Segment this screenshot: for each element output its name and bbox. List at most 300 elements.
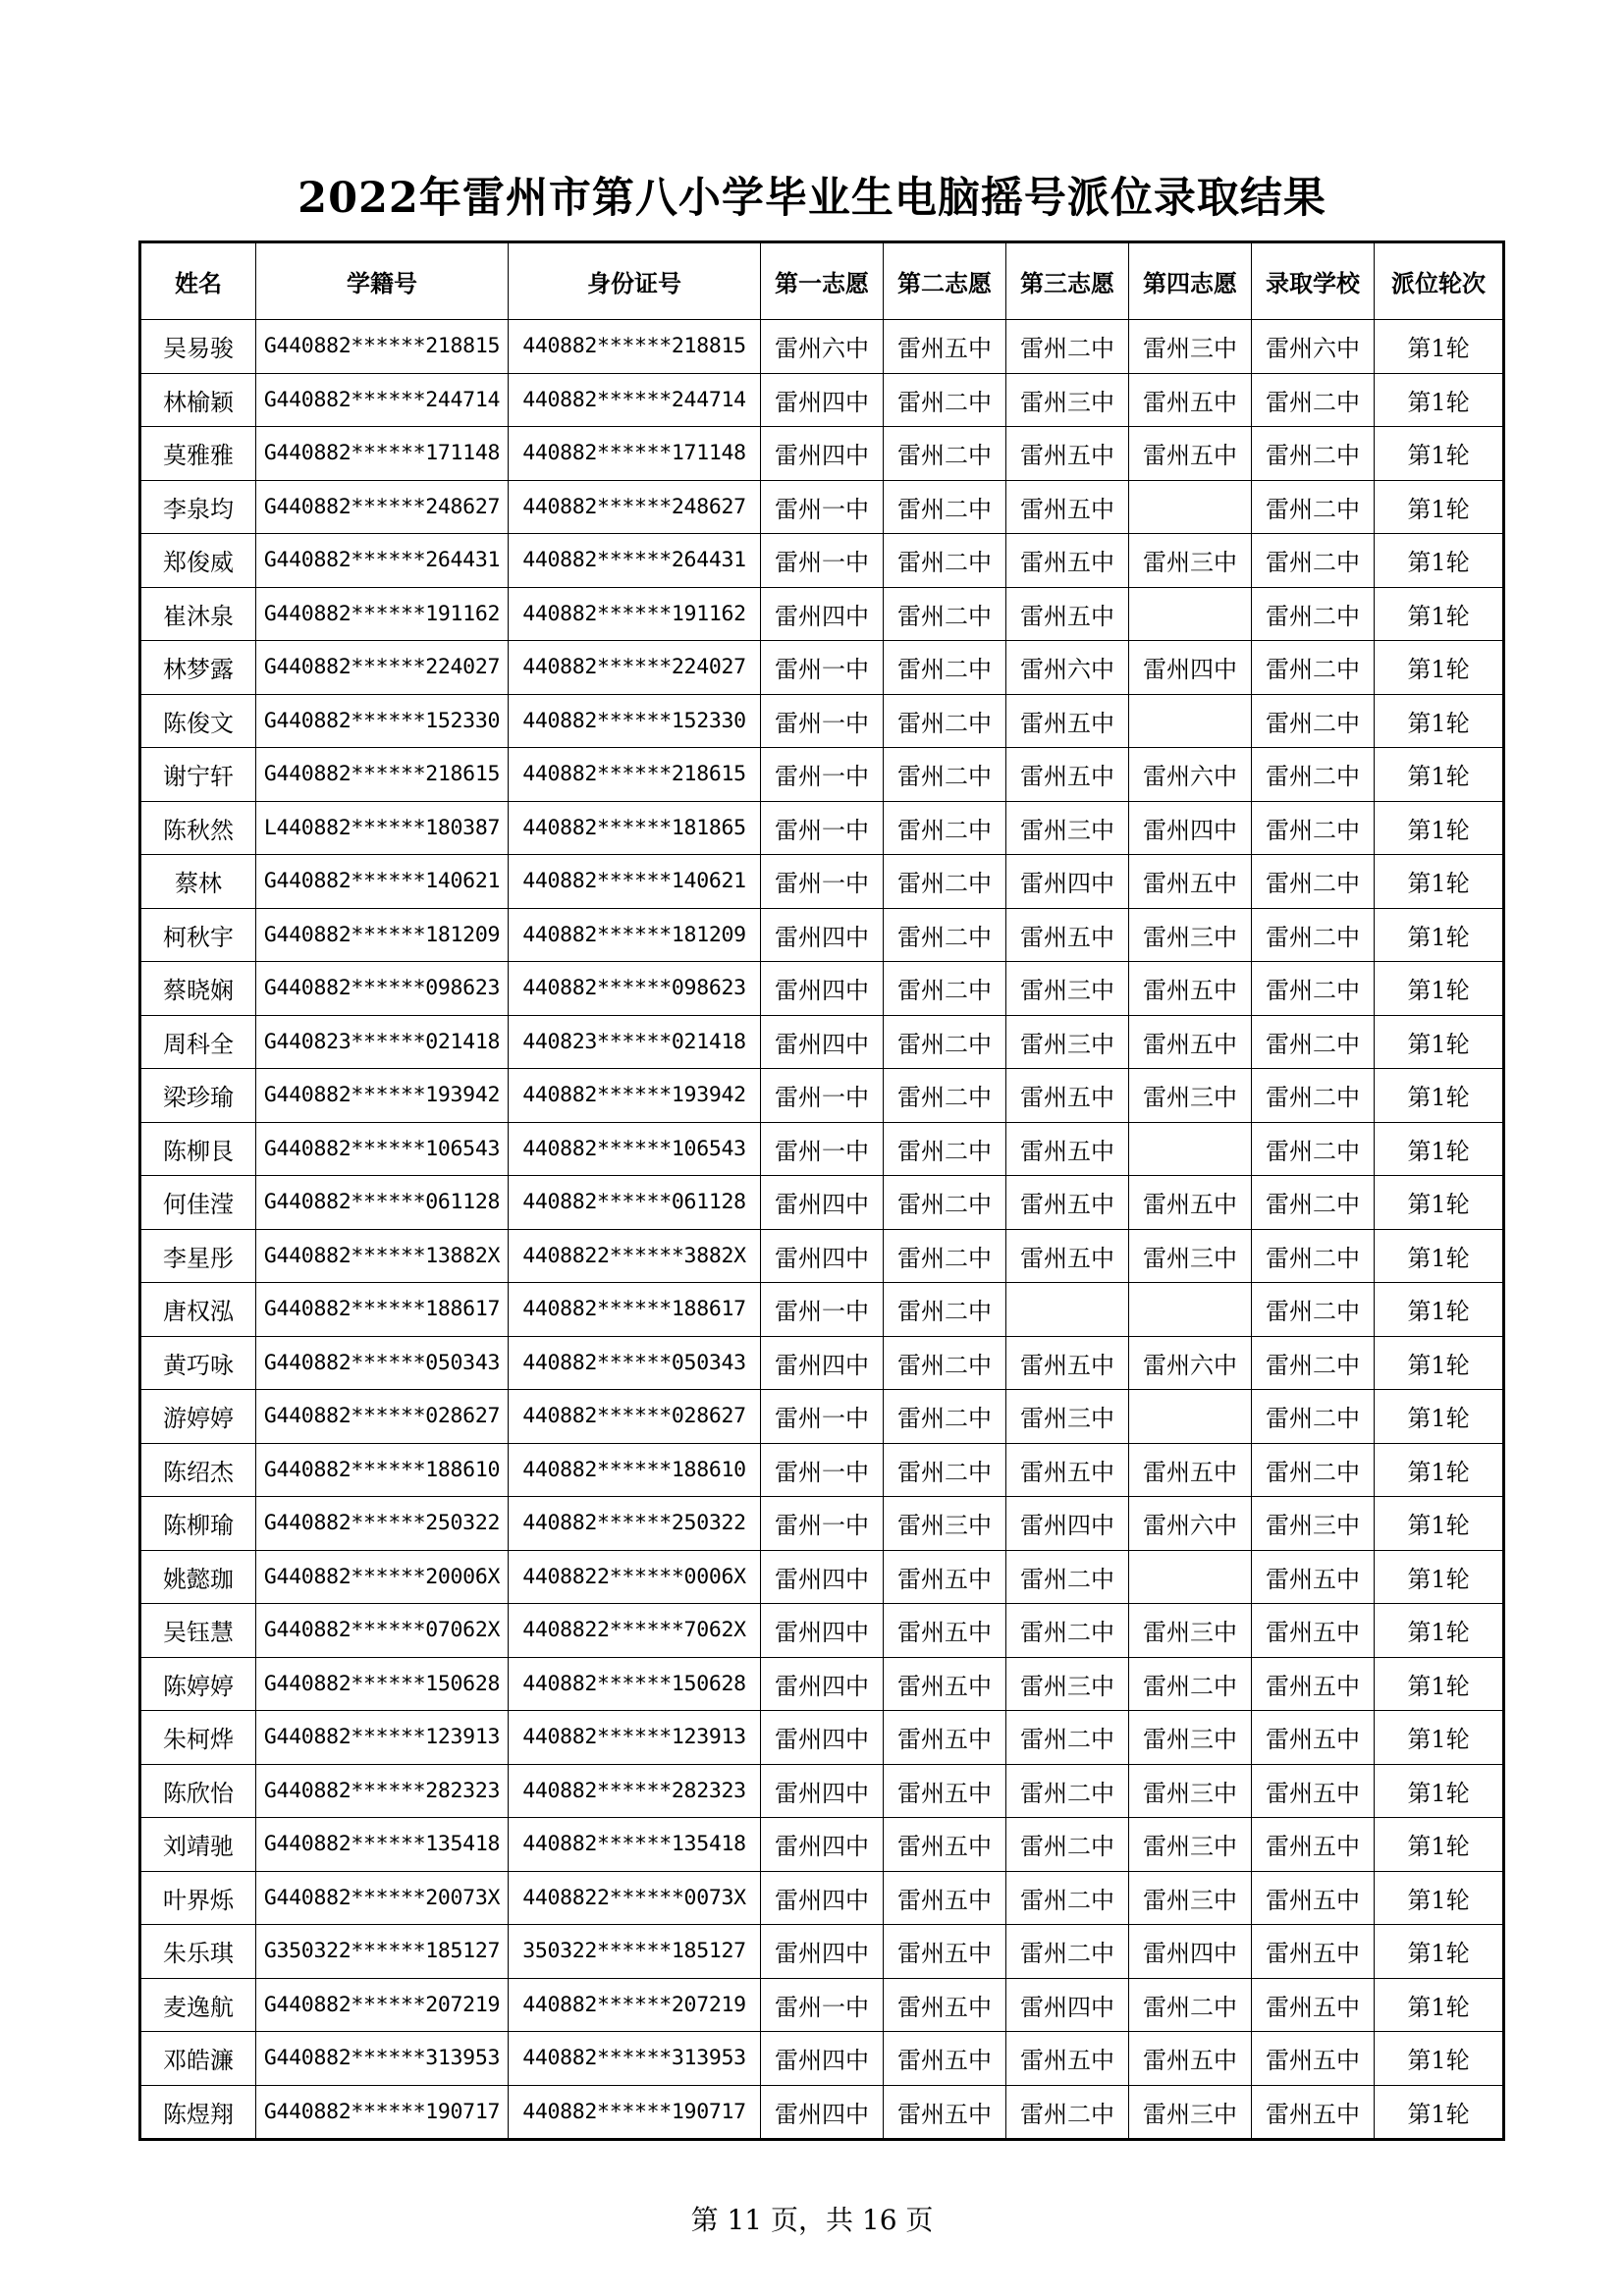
allocation-round-cell: 第1轮: [1375, 1069, 1504, 1123]
page-footer: 第 11 页，共 16 页: [690, 2204, 934, 2236]
choice-1-cell: 雷州四中: [761, 1818, 884, 1872]
allocation-round-cell: 第1轮: [1375, 748, 1504, 802]
student-id-cell: G440882******313953: [256, 2032, 509, 2086]
admitted-school-cell: 雷州二中: [1252, 480, 1375, 534]
choice-1-cell: 雷州四中: [761, 2032, 884, 2086]
choice-2-cell: 雷州五中: [884, 2032, 1006, 2086]
choice-3-cell: 雷州五中: [1006, 748, 1129, 802]
allocation-round-cell: 第1轮: [1375, 1764, 1504, 1818]
choice-4-cell: 雷州六中: [1129, 1336, 1252, 1390]
table-row: [140, 641, 1504, 695]
choice-2-cell: 雷州二中: [884, 1122, 1006, 1176]
allocation-round-cell: 第1轮: [1375, 1978, 1504, 2032]
allocation-round-cell: 第1轮: [1375, 427, 1504, 481]
student-id-cell: G440882******07062X: [256, 1604, 509, 1658]
choice-1-cell: 雷州四中: [761, 1015, 884, 1069]
allocation-round-cell: 第1轮: [1375, 1122, 1504, 1176]
choice-2-cell: 雷州二中: [884, 748, 1006, 802]
choice-1-cell: 雷州一中: [761, 1069, 884, 1123]
student-id-cell: G440882******193942: [256, 1069, 509, 1123]
choice-1-cell: 雷州四中: [761, 1604, 884, 1658]
student-name-cell: 莫雅雅: [140, 427, 256, 481]
choice-3-cell: 雷州二中: [1006, 2085, 1129, 2140]
student-name-cell: 唐权泓: [140, 1283, 256, 1337]
student-name-cell: 柯秋宇: [140, 908, 256, 962]
choice-4-cell: 雷州五中: [1129, 373, 1252, 427]
table-row: [140, 2032, 1504, 2086]
id-number-cell: 440882******218815: [509, 320, 761, 374]
choice-4-cell: 雷州六中: [1129, 1497, 1252, 1551]
id-number-cell: 440882******191162: [509, 587, 761, 641]
choice-2-cell: 雷州五中: [884, 1925, 1006, 1979]
choice-1-cell: 雷州四中: [761, 587, 884, 641]
student-id-cell: G440882******135418: [256, 1818, 509, 1872]
id-number-cell: 440882******188610: [509, 1443, 761, 1497]
choice-1-cell: 雷州一中: [761, 694, 884, 748]
choice-1-cell: 雷州四中: [761, 962, 884, 1016]
choice-3-cell: 雷州三中: [1006, 962, 1129, 1016]
allocation-round-cell: 第1轮: [1375, 1818, 1504, 1872]
allocation-round-cell: 第1轮: [1375, 587, 1504, 641]
admitted-school-cell: 雷州二中: [1252, 1069, 1375, 1123]
choice-2-cell: 雷州二中: [884, 1015, 1006, 1069]
admitted-school-cell: 雷州二中: [1252, 801, 1375, 855]
student-id-cell: G350322******185127: [256, 1925, 509, 1979]
id-number-cell: 440882******313953: [509, 2032, 761, 2086]
table-row: [140, 908, 1504, 962]
id-number-cell: 440882******106543: [509, 1122, 761, 1176]
student-id-cell: G440882******188610: [256, 1443, 509, 1497]
admitted-school-cell: 雷州二中: [1252, 1229, 1375, 1283]
student-name-cell: 林梦露: [140, 641, 256, 695]
student-id-cell: G440882******190717: [256, 2085, 509, 2140]
id-number-cell: 440882******150628: [509, 1657, 761, 1711]
choice-2-cell: 雷州五中: [884, 1871, 1006, 1925]
student-id-cell: G440882******20073X: [256, 1871, 509, 1925]
id-number-cell: 440882******244714: [509, 373, 761, 427]
choice-3-cell: 雷州五中: [1006, 587, 1129, 641]
choice-4-cell: [1129, 694, 1252, 748]
allocation-round-cell: 第1轮: [1375, 2032, 1504, 2086]
choice-2-cell: 雷州五中: [884, 1604, 1006, 1658]
choice-4-cell: 雷州三中: [1129, 1818, 1252, 1872]
results-table: [138, 240, 1505, 2141]
choice-3-cell: 雷州四中: [1006, 1978, 1129, 2032]
choice-4-cell: 雷州三中: [1129, 534, 1252, 588]
allocation-round-cell: 第1轮: [1375, 2085, 1504, 2140]
choice-2-cell: 雷州二中: [884, 1176, 1006, 1230]
allocation-round-cell: 第1轮: [1375, 1390, 1504, 1444]
choice-2-cell: 雷州二中: [884, 587, 1006, 641]
student-name-cell: 梁珍瑜: [140, 1069, 256, 1123]
choice-2-cell: 雷州二中: [884, 694, 1006, 748]
choice-4-cell: [1129, 1550, 1252, 1604]
table-row: [140, 1871, 1504, 1925]
choice-1-cell: 雷州一中: [761, 1390, 884, 1444]
choice-2-cell: 雷州二中: [884, 373, 1006, 427]
allocation-round-cell: 第1轮: [1375, 1497, 1504, 1551]
table-row: [140, 1497, 1504, 1551]
student-name-cell: 蔡林: [140, 855, 256, 909]
allocation-round-cell: 第1轮: [1375, 1336, 1504, 1390]
choice-3-cell: 雷州二中: [1006, 1925, 1129, 1979]
choice-1-cell: 雷州四中: [761, 1871, 884, 1925]
id-number-cell: 440882******250322: [509, 1497, 761, 1551]
student-id-cell: G440882******140621: [256, 855, 509, 909]
table-row: [140, 1711, 1504, 1765]
choice-2-cell: 雷州五中: [884, 1550, 1006, 1604]
id-number-cell: 440882******123913: [509, 1711, 761, 1765]
choice-1-cell: 雷州四中: [761, 1711, 884, 1765]
id-number-cell: 440882******140621: [509, 855, 761, 909]
student-id-cell: G440882******207219: [256, 1978, 509, 2032]
student-name-cell: 朱柯烨: [140, 1711, 256, 1765]
table-row: [140, 1283, 1504, 1337]
allocation-round-cell: 第1轮: [1375, 641, 1504, 695]
allocation-round-cell: 第1轮: [1375, 1604, 1504, 1658]
column-header: 学籍号: [256, 242, 509, 320]
choice-3-cell: 雷州五中: [1006, 908, 1129, 962]
admitted-school-cell: 雷州二中: [1252, 641, 1375, 695]
choice-1-cell: 雷州一中: [761, 1283, 884, 1337]
id-number-cell: 440882******193942: [509, 1069, 761, 1123]
student-name-cell: 陈煜翔: [140, 2085, 256, 2140]
student-name-cell: 谢宁轩: [140, 748, 256, 802]
choice-2-cell: 雷州五中: [884, 1818, 1006, 1872]
choice-1-cell: 雷州六中: [761, 320, 884, 374]
choice-4-cell: 雷州二中: [1129, 1978, 1252, 2032]
table-row: [140, 427, 1504, 481]
id-number-cell: 440823******021418: [509, 1015, 761, 1069]
choice-2-cell: 雷州二中: [884, 534, 1006, 588]
id-number-cell: 4408822******0006X: [509, 1550, 761, 1604]
student-name-cell: 游婷婷: [140, 1390, 256, 1444]
choice-4-cell: 雷州三中: [1129, 1711, 1252, 1765]
student-id-cell: G440882******098623: [256, 962, 509, 1016]
id-number-cell: 4408822******7062X: [509, 1604, 761, 1658]
admitted-school-cell: 雷州二中: [1252, 1390, 1375, 1444]
choice-3-cell: 雷州五中: [1006, 1122, 1129, 1176]
table-row: [140, 534, 1504, 588]
choice-1-cell: 雷州一中: [761, 641, 884, 695]
admitted-school-cell: 雷州五中: [1252, 1978, 1375, 2032]
student-id-cell: G440882******244714: [256, 373, 509, 427]
choice-2-cell: 雷州二中: [884, 1443, 1006, 1497]
table-row: [140, 587, 1504, 641]
student-id-cell: G440823******021418: [256, 1015, 509, 1069]
choice-1-cell: 雷州一中: [761, 1443, 884, 1497]
choice-2-cell: 雷州二中: [884, 1069, 1006, 1123]
student-name-cell: 黄巧咏: [140, 1336, 256, 1390]
choice-4-cell: 雷州六中: [1129, 748, 1252, 802]
table-header-row: [140, 242, 1504, 320]
choice-3-cell: 雷州五中: [1006, 694, 1129, 748]
table-row: [140, 1229, 1504, 1283]
id-number-cell: 350322******185127: [509, 1925, 761, 1979]
student-name-cell: 陈柳瑜: [140, 1497, 256, 1551]
table-row: [140, 373, 1504, 427]
choice-2-cell: 雷州二中: [884, 1390, 1006, 1444]
student-name-cell: 陈柳艮: [140, 1122, 256, 1176]
student-id-cell: G440882******171148: [256, 427, 509, 481]
id-number-cell: 440882******181865: [509, 801, 761, 855]
student-id-cell: G440882******20006X: [256, 1550, 509, 1604]
choice-2-cell: 雷州二中: [884, 480, 1006, 534]
admitted-school-cell: 雷州二中: [1252, 855, 1375, 909]
table-row: [140, 1176, 1504, 1230]
admitted-school-cell: 雷州五中: [1252, 1818, 1375, 1872]
id-number-cell: 4408822******0073X: [509, 1871, 761, 1925]
choice-2-cell: 雷州五中: [884, 1657, 1006, 1711]
student-name-cell: 陈绍杰: [140, 1443, 256, 1497]
allocation-round-cell: 第1轮: [1375, 373, 1504, 427]
admitted-school-cell: 雷州二中: [1252, 1283, 1375, 1337]
admitted-school-cell: 雷州五中: [1252, 1925, 1375, 1979]
column-header: 姓名: [140, 242, 256, 320]
id-number-cell: 440882******181209: [509, 908, 761, 962]
table-row: [140, 1122, 1504, 1176]
id-number-cell: 440882******171148: [509, 427, 761, 481]
id-number-cell: 440882******061128: [509, 1176, 761, 1230]
choice-1-cell: 雷州四中: [761, 1229, 884, 1283]
choice-2-cell: 雷州二中: [884, 1283, 1006, 1337]
allocation-round-cell: 第1轮: [1375, 1871, 1504, 1925]
choice-1-cell: 雷州四中: [761, 373, 884, 427]
choice-2-cell: 雷州二中: [884, 427, 1006, 481]
allocation-round-cell: 第1轮: [1375, 1550, 1504, 1604]
choice-3-cell: 雷州二中: [1006, 1550, 1129, 1604]
choice-3-cell: 雷州二中: [1006, 1764, 1129, 1818]
table-row: [140, 1390, 1504, 1444]
admitted-school-cell: 雷州二中: [1252, 1122, 1375, 1176]
table-row: [140, 2085, 1504, 2140]
student-id-cell: G440882******264431: [256, 534, 509, 588]
admitted-school-cell: 雷州三中: [1252, 1497, 1375, 1551]
choice-2-cell: 雷州二中: [884, 855, 1006, 909]
table-row: [140, 480, 1504, 534]
admitted-school-cell: 雷州二中: [1252, 427, 1375, 481]
choice-2-cell: 雷州二中: [884, 962, 1006, 1016]
allocation-round-cell: 第1轮: [1375, 534, 1504, 588]
choice-3-cell: 雷州五中: [1006, 1443, 1129, 1497]
student-name-cell: 邓皓濂: [140, 2032, 256, 2086]
choice-2-cell: 雷州三中: [884, 1497, 1006, 1551]
choice-1-cell: 雷州四中: [761, 427, 884, 481]
choice-3-cell: 雷州二中: [1006, 1711, 1129, 1765]
choice-4-cell: [1129, 480, 1252, 534]
allocation-round-cell: 第1轮: [1375, 1925, 1504, 1979]
choice-1-cell: 雷州四中: [761, 1925, 884, 1979]
admitted-school-cell: 雷州五中: [1252, 1711, 1375, 1765]
student-name-cell: 陈婷婷: [140, 1657, 256, 1711]
student-id-cell: G440882******218815: [256, 320, 509, 374]
choice-1-cell: 雷州一中: [761, 1978, 884, 2032]
allocation-round-cell: 第1轮: [1375, 694, 1504, 748]
allocation-round-cell: 第1轮: [1375, 855, 1504, 909]
choice-4-cell: 雷州三中: [1129, 320, 1252, 374]
student-id-cell: G440882******282323: [256, 1764, 509, 1818]
choice-2-cell: 雷州五中: [884, 320, 1006, 374]
choice-4-cell: 雷州五中: [1129, 1443, 1252, 1497]
table-row: [140, 1069, 1504, 1123]
choice-3-cell: 雷州三中: [1006, 1390, 1129, 1444]
choice-4-cell: 雷州四中: [1129, 1925, 1252, 1979]
choice-3-cell: 雷州五中: [1006, 1229, 1129, 1283]
table-row: [140, 320, 1504, 374]
id-number-cell: 440882******098623: [509, 962, 761, 1016]
choice-4-cell: 雷州四中: [1129, 641, 1252, 695]
student-id-cell: G440882******050343: [256, 1336, 509, 1390]
choice-4-cell: 雷州三中: [1129, 1764, 1252, 1818]
student-id-cell: G440882******13882X: [256, 1229, 509, 1283]
table-row: [140, 1818, 1504, 1872]
choice-4-cell: 雷州五中: [1129, 1015, 1252, 1069]
choice-3-cell: 雷州四中: [1006, 1497, 1129, 1551]
student-name-cell: 吴易骏: [140, 320, 256, 374]
student-name-cell: 周科全: [140, 1015, 256, 1069]
column-header: 第一志愿: [761, 242, 884, 320]
choice-3-cell: 雷州五中: [1006, 534, 1129, 588]
column-header: 第二志愿: [884, 242, 1006, 320]
choice-3-cell: 雷州五中: [1006, 1069, 1129, 1123]
id-number-cell: 440882******050343: [509, 1336, 761, 1390]
student-name-cell: 麦逸航: [140, 1978, 256, 2032]
choice-2-cell: 雷州二中: [884, 1336, 1006, 1390]
student-name-cell: 李星彤: [140, 1229, 256, 1283]
choice-1-cell: 雷州一中: [761, 1497, 884, 1551]
choice-2-cell: 雷州五中: [884, 1978, 1006, 2032]
choice-1-cell: 雷州四中: [761, 1550, 884, 1604]
student-name-cell: 李泉均: [140, 480, 256, 534]
admitted-school-cell: 雷州二中: [1252, 1015, 1375, 1069]
choice-3-cell: 雷州二中: [1006, 1604, 1129, 1658]
admitted-school-cell: 雷州五中: [1252, 1604, 1375, 1658]
student-name-cell: 朱乐琪: [140, 1925, 256, 1979]
allocation-round-cell: 第1轮: [1375, 908, 1504, 962]
choice-1-cell: 雷州一中: [761, 855, 884, 909]
choice-1-cell: 雷州四中: [761, 1764, 884, 1818]
student-id-cell: G440882******224027: [256, 641, 509, 695]
id-number-cell: 440882******282323: [509, 1764, 761, 1818]
column-header: 第四志愿: [1129, 242, 1252, 320]
student-id-cell: G440882******028627: [256, 1390, 509, 1444]
choice-3-cell: 雷州三中: [1006, 1015, 1129, 1069]
admitted-school-cell: 雷州六中: [1252, 320, 1375, 374]
page-title: 2022年雷州市第八小学毕业生电脑摇号派位录取结果: [298, 174, 1326, 223]
choice-3-cell: 雷州五中: [1006, 427, 1129, 481]
allocation-round-cell: 第1轮: [1375, 1443, 1504, 1497]
allocation-round-cell: 第1轮: [1375, 1015, 1504, 1069]
choice-4-cell: 雷州三中: [1129, 2085, 1252, 2140]
choice-4-cell: 雷州三中: [1129, 1229, 1252, 1283]
id-number-cell: 440882******152330: [509, 694, 761, 748]
student-name-cell: 林榆颖: [140, 373, 256, 427]
choice-4-cell: 雷州五中: [1129, 855, 1252, 909]
student-id-cell: G440882******218615: [256, 748, 509, 802]
table-row: [140, 1764, 1504, 1818]
student-id-cell: G440882******152330: [256, 694, 509, 748]
table-body: [140, 320, 1504, 2140]
table-row: [140, 962, 1504, 1016]
student-id-cell: G440882******123913: [256, 1711, 509, 1765]
choice-4-cell: 雷州四中: [1129, 801, 1252, 855]
column-header: 身份证号: [509, 242, 761, 320]
id-number-cell: 440882******207219: [509, 1978, 761, 2032]
allocation-round-cell: 第1轮: [1375, 1176, 1504, 1230]
table-row: [140, 748, 1504, 802]
choice-1-cell: 雷州一中: [761, 1122, 884, 1176]
choice-1-cell: 雷州四中: [761, 908, 884, 962]
results-table-container: [138, 240, 1505, 2141]
id-number-cell: 440882******224027: [509, 641, 761, 695]
admitted-school-cell: 雷州二中: [1252, 962, 1375, 1016]
choice-1-cell: 雷州一中: [761, 748, 884, 802]
choice-4-cell: 雷州五中: [1129, 962, 1252, 1016]
student-name-cell: 蔡晓娴: [140, 962, 256, 1016]
choice-1-cell: 雷州四中: [761, 1336, 884, 1390]
table-row: [140, 1443, 1504, 1497]
admitted-school-cell: 雷州二中: [1252, 534, 1375, 588]
column-header: 录取学校: [1252, 242, 1375, 320]
choice-4-cell: [1129, 587, 1252, 641]
admitted-school-cell: 雷州二中: [1252, 1176, 1375, 1230]
id-number-cell: 4408822******3882X: [509, 1229, 761, 1283]
allocation-round-cell: 第1轮: [1375, 1711, 1504, 1765]
choice-2-cell: 雷州二中: [884, 1229, 1006, 1283]
admitted-school-cell: 雷州五中: [1252, 2032, 1375, 2086]
column-header: 第三志愿: [1006, 242, 1129, 320]
choice-2-cell: 雷州五中: [884, 2085, 1006, 2140]
student-id-cell: L440882******180387: [256, 801, 509, 855]
admitted-school-cell: 雷州五中: [1252, 1550, 1375, 1604]
table-row: [140, 855, 1504, 909]
choice-1-cell: 雷州四中: [761, 1176, 884, 1230]
choice-4-cell: 雷州三中: [1129, 1604, 1252, 1658]
choice-3-cell: 雷州六中: [1006, 641, 1129, 695]
table-row: [140, 1657, 1504, 1711]
table-row: [140, 1925, 1504, 1979]
student-name-cell: 郑俊威: [140, 534, 256, 588]
choice-4-cell: 雷州三中: [1129, 1069, 1252, 1123]
id-number-cell: 440882******028627: [509, 1390, 761, 1444]
admitted-school-cell: 雷州二中: [1252, 587, 1375, 641]
student-id-cell: G440882******061128: [256, 1176, 509, 1230]
choice-3-cell: 雷州五中: [1006, 1176, 1129, 1230]
choice-1-cell: 雷州一中: [761, 801, 884, 855]
admitted-school-cell: 雷州二中: [1252, 908, 1375, 962]
allocation-round-cell: 第1轮: [1375, 801, 1504, 855]
choice-3-cell: [1006, 1283, 1129, 1337]
student-name-cell: 何佳滢: [140, 1176, 256, 1230]
admitted-school-cell: 雷州五中: [1252, 2085, 1375, 2140]
choice-1-cell: 雷州一中: [761, 534, 884, 588]
student-name-cell: 陈秋然: [140, 801, 256, 855]
choice-3-cell: 雷州二中: [1006, 1818, 1129, 1872]
student-name-cell: 陈欣怡: [140, 1764, 256, 1818]
choice-2-cell: 雷州二中: [884, 908, 1006, 962]
choice-3-cell: 雷州五中: [1006, 480, 1129, 534]
student-id-cell: G440882******181209: [256, 908, 509, 962]
admitted-school-cell: 雷州二中: [1252, 748, 1375, 802]
allocation-round-cell: 第1轮: [1375, 1283, 1504, 1337]
student-id-cell: G440882******250322: [256, 1497, 509, 1551]
student-name-cell: 姚懿珈: [140, 1550, 256, 1604]
choice-3-cell: 雷州五中: [1006, 2032, 1129, 2086]
choice-3-cell: 雷州三中: [1006, 373, 1129, 427]
column-header: 派位轮次: [1375, 242, 1504, 320]
admitted-school-cell: 雷州五中: [1252, 1764, 1375, 1818]
choice-1-cell: 雷州四中: [761, 1657, 884, 1711]
